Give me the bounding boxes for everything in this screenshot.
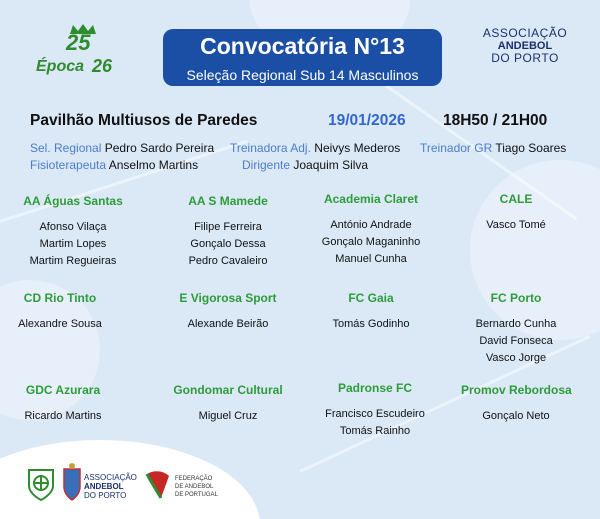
season-number: 25 xyxy=(66,30,91,55)
club-block xyxy=(461,291,571,367)
club-name: GDC Azurara xyxy=(25,383,101,397)
staff-role: Dirigente xyxy=(242,158,291,172)
staff-role: Fisioterapeuta xyxy=(30,158,107,172)
club-shield-logo xyxy=(26,468,56,502)
staff-item xyxy=(242,158,368,172)
association-footer-logo xyxy=(62,463,142,503)
club-block xyxy=(5,291,115,333)
club-block xyxy=(461,383,571,425)
player-name: Vasco Jorge xyxy=(485,352,547,364)
page-subtitle: Seleção Regional Sub 14 Masculinos xyxy=(186,67,419,83)
title-box xyxy=(163,29,442,86)
staff-role: Treinador GR xyxy=(420,141,493,155)
footer-logo-line1: ASSOCIAÇÃO xyxy=(84,473,137,482)
club-name: Padronse FC xyxy=(337,381,412,395)
staff-name: Anselmo Martins xyxy=(108,158,199,172)
staff-item xyxy=(30,158,198,172)
club-block xyxy=(320,381,430,440)
event-date: 19/01/2026 xyxy=(328,112,406,129)
staff-name: Pedro Sardo Pereira xyxy=(104,141,215,155)
footer-logo-line3: DO PORTO xyxy=(84,491,127,501)
player-name: David Fonseca xyxy=(479,335,553,347)
crest-icon xyxy=(62,463,82,501)
staff-name: Tiago Soares xyxy=(495,141,567,155)
footer-logo-line2: ANDEBOL xyxy=(84,482,124,492)
player-name: Gonçalo Maganinho xyxy=(321,236,421,248)
staff-name: Neivys Mederos xyxy=(314,141,401,155)
player-name: Tomás Rainho xyxy=(339,425,411,437)
federation-logo xyxy=(143,468,223,504)
association-logo-line2: ANDEBOL xyxy=(497,40,553,53)
federation-logo-line2: DE ANDEBOL xyxy=(175,483,214,490)
player-name: Filipe Ferreira xyxy=(194,221,262,233)
player-name: Alexandre Sousa xyxy=(18,318,102,330)
club-name: Gondomar Cultural xyxy=(173,383,283,397)
association-logo-line1: ASSOCIAÇÃO xyxy=(482,26,568,40)
club-name: E Vigorosa Sport xyxy=(179,291,277,305)
staff-item xyxy=(30,141,214,155)
player-name: Pedro Cavaleiro xyxy=(188,255,268,267)
player-name: Afonso Vilaça xyxy=(39,221,107,233)
page-title: Convocatória N°13 xyxy=(200,33,405,59)
club-name: FC Porto xyxy=(490,291,542,305)
staff-item xyxy=(420,141,566,155)
player-name: Miguel Cruz xyxy=(198,410,258,422)
season-number-2: 26 xyxy=(92,56,113,76)
player-name: Gonçalo Dessa xyxy=(190,238,266,250)
player-name: Manuel Cunha xyxy=(335,253,407,265)
club-block xyxy=(316,192,426,268)
staff-item xyxy=(230,141,400,155)
club-name: Promov Rebordosa xyxy=(461,383,572,397)
player-name: Vasco Tomé xyxy=(486,219,546,231)
player-name: Ricardo Martins xyxy=(24,410,102,422)
player-name: Gonçalo Neto xyxy=(482,410,550,422)
staff-name: Joaquim Silva xyxy=(293,158,369,172)
club-block xyxy=(461,192,571,234)
season-label: Época xyxy=(36,58,85,75)
federation-logo-line3: DE PORTUGAL xyxy=(175,491,218,498)
player-name: António Andrade xyxy=(330,219,412,231)
association-logo xyxy=(475,27,575,65)
club-name: AA Águas Santas xyxy=(23,194,123,208)
club-name: CALE xyxy=(499,192,533,206)
player-name: Tomás Godinho xyxy=(332,318,410,330)
club-block xyxy=(173,291,283,333)
player-name: Bernardo Cunha xyxy=(475,318,557,330)
staff-role: Treinadora Adj. xyxy=(230,141,311,155)
player-name: Martim Lopes xyxy=(39,238,107,250)
venue: Pavilhão Multiusos de Paredes xyxy=(30,112,258,129)
association-logo-line3: DO PORTO xyxy=(491,51,559,66)
club-block xyxy=(316,291,426,333)
player-name: Alexande Beirão xyxy=(187,318,269,330)
player-name: Francisco Escudeiro xyxy=(325,408,425,420)
staff-role: Sel. Regional xyxy=(30,141,102,155)
season-logo xyxy=(28,22,118,82)
club-block xyxy=(8,383,118,425)
club-block xyxy=(173,194,283,270)
club-name: Academia Claret xyxy=(323,192,419,206)
federation-emblem-icon xyxy=(143,468,171,500)
event-time: 18H50 / 21H00 xyxy=(443,112,548,129)
club-block xyxy=(173,383,283,425)
club-name: CD Rio Tinto xyxy=(23,291,97,305)
federation-logo-line1: FEDERAÇÃO xyxy=(175,476,213,482)
club-name: AA S Mamede xyxy=(188,194,268,208)
player-name: Martim Regueiras xyxy=(29,255,117,267)
club-block xyxy=(18,194,128,270)
club-name: FC Gaia xyxy=(348,291,394,305)
